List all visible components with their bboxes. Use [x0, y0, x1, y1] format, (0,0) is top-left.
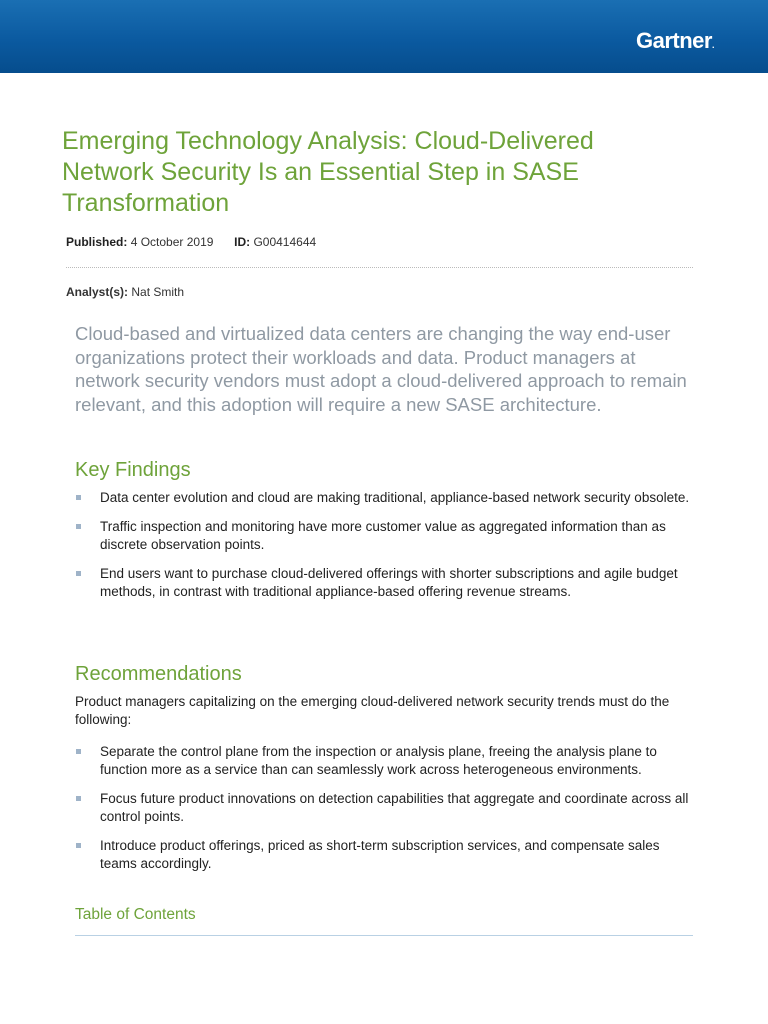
id-label: ID:: [234, 235, 251, 249]
logo-text: Gartner: [636, 28, 712, 53]
logo-mark: .: [711, 40, 714, 50]
list-item-text: Separate the control plane from the inspection or analysis plane, freeing the analysis plane to function more as a service than can seamlessly work across heterogeneous environments.: [100, 744, 657, 777]
bullet-icon: [76, 571, 81, 576]
list-item: [75, 837, 695, 873]
table-of-contents-link[interactable]: Table of Contents: [75, 906, 196, 923]
list-item-text: End users want to purchase cloud-delivered offerings with shorter subscriptions and agile budget methods, in contrast with traditional appliance-based offering revenue streams.: [100, 566, 678, 599]
analyst-label: Analyst(s):: [66, 285, 129, 299]
bullet-icon: [76, 796, 81, 801]
key-findings-list: [75, 489, 695, 612]
list-item-text: Focus future product innovations on detection capabilities that aggregate and coordinate across all control points.: [100, 791, 689, 824]
recommendations-heading: Recommendations: [75, 663, 242, 685]
publication-meta: [66, 235, 316, 249]
list-item: [75, 518, 695, 554]
bullet-icon: [76, 843, 81, 848]
published-label: Published:: [66, 235, 128, 249]
recommendations-list: [75, 743, 695, 884]
published-date: 4 October 2019: [130, 235, 214, 249]
list-item-text: Traffic inspection and monitoring have more customer value as aggregated information than as discrete observation points.: [100, 519, 666, 552]
list-item: [75, 565, 695, 601]
gartner-header-bar: [0, 0, 768, 73]
key-findings-heading: Key Findings: [75, 459, 191, 481]
list-item: [75, 743, 695, 779]
summary-paragraph: Cloud-based and virtualized data centers are changing the way end-user organizations protect their workloads and data. Product managers at network security vendors must adopt a cloud-delivered approach to remain relevant, and this adoption will require a new SASE architecture.: [75, 323, 687, 415]
meta-divider: [66, 267, 693, 268]
list-item-text: Introduce product offerings, priced as short-term subscription services, and compensate sales teams accordingly.: [100, 838, 660, 871]
bullet-icon: [76, 749, 81, 754]
bullet-icon: [76, 495, 81, 500]
recommendations-intro: Product managers capitalizing on the emerging cloud-delivered network security trends must do the following:: [75, 694, 670, 727]
toc-divider: [75, 935, 693, 936]
analyst-name: Nat Smith: [131, 285, 185, 299]
bullet-icon: [76, 524, 81, 529]
document-title: Emerging Technology Analysis: Cloud-Delivered Network Security Is an Essential Step in SASE Transformation: [62, 127, 594, 217]
list-item-text: Data center evolution and cloud are making traditional, appliance-based network security obsolete.: [100, 490, 690, 505]
list-item: [75, 489, 695, 507]
document-id: G00414644: [253, 235, 317, 249]
list-item: [75, 790, 695, 826]
analyst-line: [66, 285, 184, 299]
gartner-logo: [636, 30, 714, 52]
